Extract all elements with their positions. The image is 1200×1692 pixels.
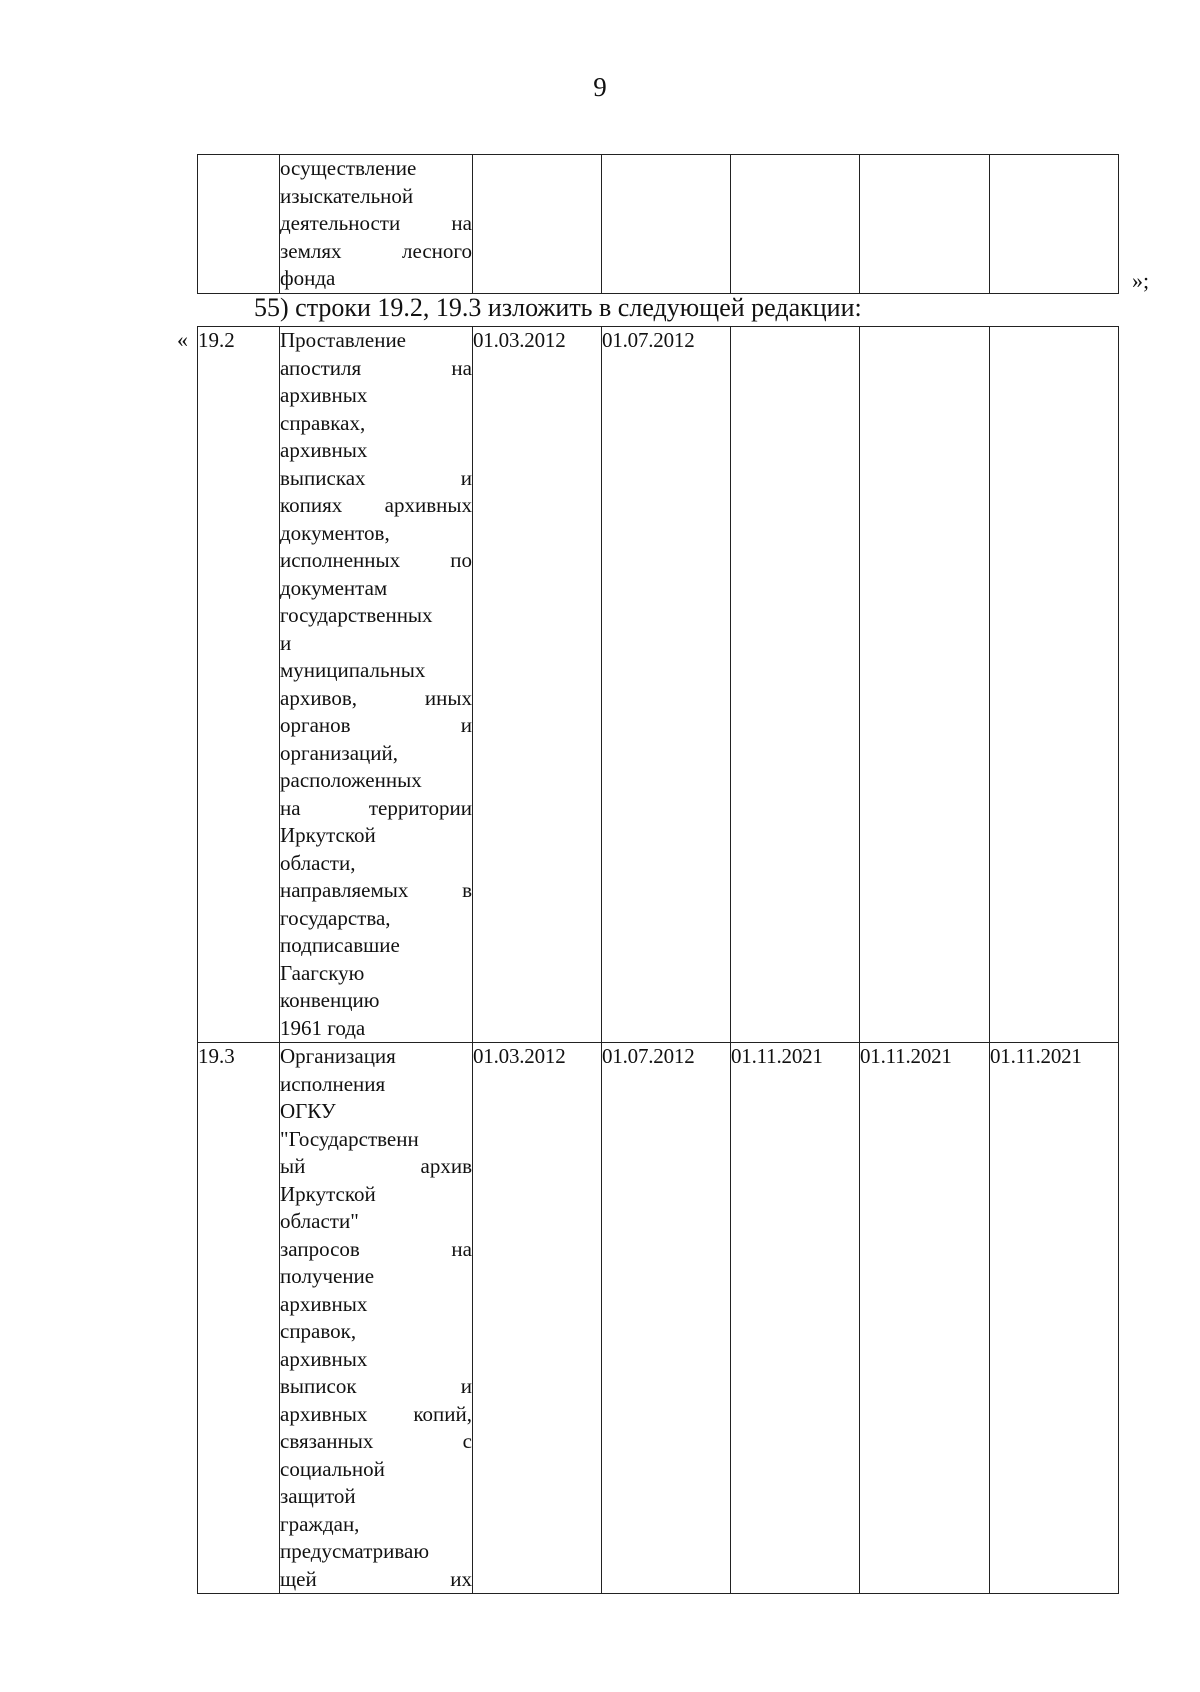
description-line: ый архив [280, 1154, 472, 1178]
table-cell-date: 01.11.2021 [731, 1043, 860, 1594]
table-cell-date [731, 327, 860, 1043]
description-line: архивных [280, 438, 368, 462]
description-line: осуществление [280, 156, 417, 180]
description-line: и [280, 630, 292, 655]
table-cell-number: 19.2 [198, 327, 280, 1043]
amendment-instruction: 55) строки 19.2, 19.3 изложить в следующей редакции: [254, 293, 862, 322]
closing-quote: »; [1132, 268, 1150, 293]
description-line: справок, [280, 1319, 357, 1343]
description-line: муниципальных [280, 658, 426, 682]
table-cell-number: 19.3 [198, 1043, 280, 1594]
description-line: Гаагскую [280, 960, 365, 985]
description-line: документам [280, 575, 388, 600]
table-cell-date [473, 155, 602, 294]
description-line: архивных копий, [280, 1401, 472, 1426]
page-number: 9 [593, 72, 607, 102]
description-line: архивных [280, 1291, 368, 1316]
description-line: изыскательной [280, 183, 414, 208]
opening-quote: « [177, 327, 188, 352]
description-line: области" [280, 1209, 359, 1233]
description-line: исполнения [280, 1071, 386, 1096]
table-cell-number [198, 155, 280, 294]
description-line: землях лесного [280, 238, 472, 263]
description-line: органов и [280, 713, 472, 737]
description-line: запросов на [280, 1236, 472, 1261]
table-cell-date [860, 327, 990, 1043]
table-cell-date: 01.11.2021 [990, 1043, 1119, 1594]
description-line: направляемых в [280, 878, 472, 902]
description-line: "Государственн [280, 1126, 419, 1151]
table-row [198, 1043, 1119, 1594]
table-row [198, 327, 1119, 1043]
table-cell-description [280, 155, 473, 294]
description-line: области, [280, 850, 356, 875]
description-line: фонда [280, 266, 336, 290]
description-line: государства, [280, 905, 391, 930]
table-cell-description [280, 327, 473, 1043]
table-row [198, 155, 1119, 294]
description-line: защитой [280, 1484, 356, 1508]
description-line: архивных [280, 1346, 368, 1371]
table-cell-date: 01.11.2021 [860, 1043, 990, 1594]
table-cell-date: 01.03.2012 [473, 327, 602, 1043]
description-line: ОГКУ [280, 1099, 336, 1123]
description-line: щей их [280, 1566, 472, 1591]
table-cell-date [990, 327, 1119, 1043]
description-line: получение [280, 1264, 375, 1288]
table-cell-date [860, 155, 990, 294]
description-line: расположенных [280, 768, 422, 792]
previous-table-fragment [197, 154, 1119, 294]
description-line: на территории [280, 795, 472, 820]
description-line: предусматриваю [280, 1539, 430, 1563]
description-line: деятельности на [280, 211, 472, 235]
table-cell-date: 01.03.2012 [473, 1043, 602, 1594]
description-line: государственных [280, 603, 433, 627]
description-line: выписках и [280, 465, 472, 490]
description-line: социальной [280, 1456, 385, 1481]
description-line: выписок и [280, 1374, 472, 1398]
table-cell-date: 01.07.2012 [602, 1043, 731, 1594]
description-line: подписавшие [280, 933, 400, 957]
table-cell-date [602, 155, 731, 294]
description-line: справках, [280, 410, 366, 435]
table-cell-date: 01.07.2012 [602, 327, 731, 1043]
description-line: апостиля на [280, 355, 472, 380]
description-line: граждан, [280, 1511, 360, 1536]
description-line: Иркутской [280, 823, 376, 847]
description-line: конвенцию [280, 988, 380, 1012]
description-line: Организация [280, 1044, 396, 1068]
table-cell-date [731, 155, 860, 294]
description-line: связанных с [280, 1429, 472, 1453]
description-line: организаций, [280, 740, 398, 765]
description-line: копиях архивных [280, 493, 472, 517]
description-line: 1961 года [280, 1015, 366, 1040]
table-cell-date [990, 155, 1119, 294]
description-line: Проставление [280, 328, 406, 352]
description-line: документов, [280, 520, 390, 545]
amended-rows-table [197, 326, 1119, 1594]
description-line: архивов, иных [280, 685, 472, 710]
description-line: Иркутской [280, 1181, 376, 1206]
description-line: архивных [280, 383, 368, 407]
table-cell-description [280, 1043, 473, 1594]
description-line: исполненных по [280, 548, 472, 572]
